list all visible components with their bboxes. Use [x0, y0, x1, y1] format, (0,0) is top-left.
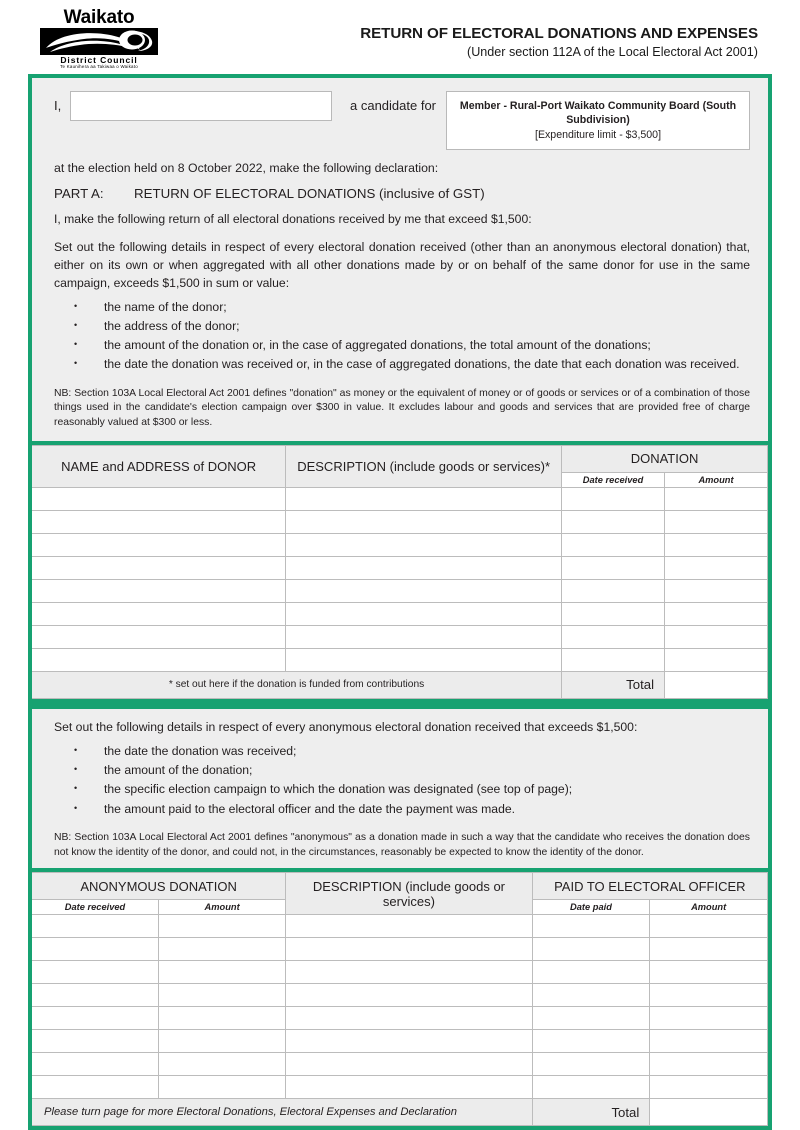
- cell-amount[interactable]: [665, 510, 768, 533]
- part-a-title: RETURN OF ELECTORAL DONATIONS (inclusive of GST): [134, 186, 485, 202]
- cell-description[interactable]: [286, 579, 562, 602]
- cell-date-received[interactable]: [562, 602, 665, 625]
- cell-amount-received[interactable]: [159, 915, 286, 938]
- cell-date-received[interactable]: [32, 915, 159, 938]
- list-item: • the amount of the donation;: [54, 761, 750, 780]
- cell-description[interactable]: [286, 625, 562, 648]
- cell-amount-paid[interactable]: [650, 1053, 768, 1076]
- cell-date-paid[interactable]: [532, 1053, 650, 1076]
- list-item: • the amount of the donation or, in the case of aggregated donations, the total amount of the donations;: [54, 336, 750, 355]
- i-label: I,: [54, 98, 62, 113]
- col-header-amount-received: Amount: [159, 900, 286, 915]
- expenditure-limit: [Expenditure limit - $3,500]: [535, 128, 662, 141]
- col-header-date-paid: Date paid: [532, 900, 650, 915]
- part-a-intro: I, make the following return of all electoral donations received by me that exceed $1,500:: [54, 212, 532, 227]
- table-row[interactable]: [32, 648, 768, 671]
- anonymous-nb-note: NB: Section 103A Local Electoral Act 2001 defines "anonymous" as a donation made in such a way that the candidate who receives the donation does not know the identity of the donor, and could not, in the circumstances, reasonably be expected to know the identity of the donor.: [54, 831, 750, 858]
- logo-subtitle: District Council: [40, 54, 158, 65]
- table-row[interactable]: [32, 510, 768, 533]
- table-row[interactable]: [32, 1007, 768, 1030]
- part-a-bullet-list: [54, 298, 750, 375]
- cell-date-received[interactable]: [32, 1030, 159, 1053]
- cell-amount-received[interactable]: [159, 1076, 286, 1099]
- cell-amount[interactable]: [665, 602, 768, 625]
- table-header-row: [32, 873, 768, 900]
- table-footer-row: [32, 671, 768, 698]
- part-a-nb-note: NB: Section 103A Local Electoral Act 2001 defines "donation" as money or the equivalent of money or of goods or services or of a combination of those things used in the candidate's election campaign over $300 in value. It excludes labour and goods and services that are provided free of charge reasonably valued at $300 or less.: [54, 387, 750, 429]
- table-row[interactable]: [32, 1053, 768, 1076]
- cell-amount-paid[interactable]: [650, 915, 768, 938]
- page-subtitle: (Under section 112A of the Local Electoral Act 2001): [467, 45, 758, 59]
- candidate-for-label: a candidate for: [350, 98, 437, 113]
- anonymous-bullet-list: [54, 742, 750, 819]
- cell-amount-received[interactable]: [159, 1007, 286, 1030]
- anonymous-setout: Set out the following details in respect of every anonymous electoral donation received that exceeds $1,500:: [54, 719, 638, 734]
- col-header-amount-paid: Amount: [650, 900, 768, 915]
- role-box: [446, 91, 750, 150]
- table-row[interactable]: [32, 487, 768, 510]
- col-header-date-received: Date received: [562, 472, 665, 487]
- cell-name-address[interactable]: [32, 579, 286, 602]
- list-item: • the amount paid to the electoral officer and the date the payment was made.: [54, 800, 750, 819]
- table-row[interactable]: [32, 915, 768, 938]
- title-block: [158, 6, 758, 61]
- anonymous-text-block: [28, 709, 772, 872]
- table-row[interactable]: [32, 579, 768, 602]
- cell-date-paid[interactable]: [532, 1030, 650, 1053]
- cell-amount[interactable]: [665, 648, 768, 671]
- donations-table: [32, 445, 768, 699]
- list-item: • the address of the donor;: [54, 317, 750, 336]
- col-header-description: DESCRIPTION (include goods or services): [286, 873, 532, 915]
- cell-date-received[interactable]: [32, 961, 159, 984]
- cell-date-received[interactable]: [32, 1007, 159, 1030]
- col-header-date-received: Date received: [32, 900, 159, 915]
- col-header-amount: Amount: [665, 472, 768, 487]
- cell-name-address[interactable]: [32, 487, 286, 510]
- anonymous-table-body: [32, 915, 768, 1126]
- table-footer-row: [32, 1099, 768, 1126]
- cell-amount-paid[interactable]: [650, 1076, 768, 1099]
- cell-date-received[interactable]: [32, 1076, 159, 1099]
- cell-amount-paid[interactable]: [650, 984, 768, 1007]
- election-date-line: at the election held on 8 October 2022, make the following declaration:: [54, 160, 439, 175]
- col-header-description: DESCRIPTION (include goods or services)*: [286, 445, 562, 487]
- cell-date-received[interactable]: [562, 579, 665, 602]
- table-row[interactable]: [32, 602, 768, 625]
- cell-date-received[interactable]: [562, 625, 665, 648]
- cell-description[interactable]: [286, 1076, 532, 1099]
- cell-name-address[interactable]: [32, 648, 286, 671]
- cell-date-paid[interactable]: [532, 1007, 650, 1030]
- cell-name-address[interactable]: [32, 556, 286, 579]
- document-header: [0, 0, 800, 74]
- table-row[interactable]: [32, 938, 768, 961]
- cell-date-received[interactable]: [32, 1053, 159, 1076]
- cell-date-paid[interactable]: [532, 938, 650, 961]
- cell-amount[interactable]: [665, 625, 768, 648]
- cell-description[interactable]: [286, 602, 562, 625]
- cell-date-paid[interactable]: [532, 1076, 650, 1099]
- cell-name-address[interactable]: [32, 602, 286, 625]
- page-title: RETURN OF ELECTORAL DONATIONS AND EXPENSES: [360, 25, 758, 42]
- cell-amount[interactable]: [665, 556, 768, 579]
- donations-table-body: [32, 487, 768, 698]
- cell-description[interactable]: [286, 510, 562, 533]
- donations-footnote: * set out here if the donation is funded from contributions: [32, 671, 562, 698]
- table-row[interactable]: [32, 533, 768, 556]
- col-header-paid-to-officer: PAID TO ELECTORAL OFFICER: [532, 873, 767, 900]
- cell-date-received[interactable]: [562, 487, 665, 510]
- cell-description[interactable]: [286, 1007, 532, 1030]
- cell-amount-paid[interactable]: [650, 961, 768, 984]
- table-header-row: [32, 445, 768, 472]
- cell-amount[interactable]: [665, 487, 768, 510]
- cell-amount[interactable]: [665, 579, 768, 602]
- cell-description[interactable]: [286, 1053, 532, 1076]
- col-header-name-address: NAME and ADDRESS of DONOR: [32, 445, 286, 487]
- table-row[interactable]: [32, 625, 768, 648]
- cell-name-address[interactable]: [32, 510, 286, 533]
- part-a-heading: [54, 186, 750, 201]
- logo-iwi-name: Te Kaunihera aa Takiwaa o Waikato: [60, 63, 138, 69]
- cell-date-received[interactable]: [32, 938, 159, 961]
- cell-date-received[interactable]: [562, 556, 665, 579]
- table-row[interactable]: [32, 984, 768, 1007]
- declaration-row: [54, 88, 750, 150]
- cell-date-received[interactable]: [562, 648, 665, 671]
- cell-description[interactable]: [286, 487, 562, 510]
- anonymous-total-label: Total: [532, 1099, 650, 1126]
- cell-amount-received[interactable]: [159, 961, 286, 984]
- list-item: • the date the donation was received;: [54, 742, 750, 761]
- cell-date-paid[interactable]: [532, 915, 650, 938]
- cell-date-received[interactable]: [562, 510, 665, 533]
- cell-description[interactable]: [286, 961, 532, 984]
- cell-description[interactable]: [286, 533, 562, 556]
- cell-date-paid[interactable]: [532, 984, 650, 1007]
- part-a-label: PART A:: [54, 186, 104, 202]
- anonymous-table-frame: [28, 872, 772, 1130]
- donations-table-frame: [28, 445, 772, 703]
- cell-description[interactable]: [286, 556, 562, 579]
- cell-amount-paid[interactable]: [650, 938, 768, 961]
- list-item: • the specific election campaign to which the donation was designated (see top of page);: [54, 780, 750, 799]
- anonymous-donations-table: [32, 872, 768, 1126]
- council-logo: [40, 6, 158, 70]
- candidate-name-input[interactable]: [70, 91, 332, 121]
- list-item: • the name of the donor;: [54, 298, 750, 317]
- cell-amount-paid[interactable]: [650, 1007, 768, 1030]
- cell-description[interactable]: [286, 938, 532, 961]
- cell-amount[interactable]: [665, 533, 768, 556]
- cell-description[interactable]: [286, 915, 532, 938]
- table-row[interactable]: [32, 556, 768, 579]
- cell-description[interactable]: [286, 1030, 532, 1053]
- role-title: Member - Rural-Port Waikato Community Board (South Subdivision): [459, 100, 737, 127]
- donations-total-label: Total: [562, 671, 665, 698]
- turn-page-note: Please turn page for more Electoral Donations, Electoral Expenses and Declaration: [32, 1099, 532, 1126]
- cell-date-received[interactable]: [32, 984, 159, 1007]
- cell-amount-received[interactable]: [159, 984, 286, 1007]
- table-row[interactable]: [32, 961, 768, 984]
- cell-date-received[interactable]: [562, 533, 665, 556]
- cell-amount-received[interactable]: [159, 938, 286, 961]
- list-item: • the date the donation was received or, in the case of aggregated donations, the date that each donation was received.: [54, 355, 750, 374]
- table-row[interactable]: [32, 1076, 768, 1099]
- waikato-koru-logo-icon: [40, 28, 158, 54]
- cell-amount-received[interactable]: [159, 1030, 286, 1053]
- cell-description[interactable]: [286, 984, 532, 1007]
- logo-wordmark: Waikato: [63, 7, 135, 28]
- table-row[interactable]: [32, 1030, 768, 1053]
- declaration-block: [28, 74, 772, 445]
- cell-name-address[interactable]: [32, 533, 286, 556]
- col-header-donation: DONATION: [562, 445, 768, 472]
- col-header-anonymous-donation: ANONYMOUS DONATION: [32, 873, 286, 900]
- cell-name-address[interactable]: [32, 625, 286, 648]
- cell-amount-received[interactable]: [159, 1053, 286, 1076]
- anonymous-total-value[interactable]: [650, 1099, 768, 1126]
- part-a-setout: Set out the following details in respect of every electoral donation received (other than an anonymous electoral donation) that, either on its own or when aggregated with all other donations made by or on behalf of the same donor for use in the same campaign, exceeds $1,500 in sum or value:: [54, 240, 750, 290]
- donations-total-value[interactable]: [665, 671, 768, 698]
- cell-amount-paid[interactable]: [650, 1030, 768, 1053]
- cell-date-paid[interactable]: [532, 961, 650, 984]
- cell-description[interactable]: [286, 648, 562, 671]
